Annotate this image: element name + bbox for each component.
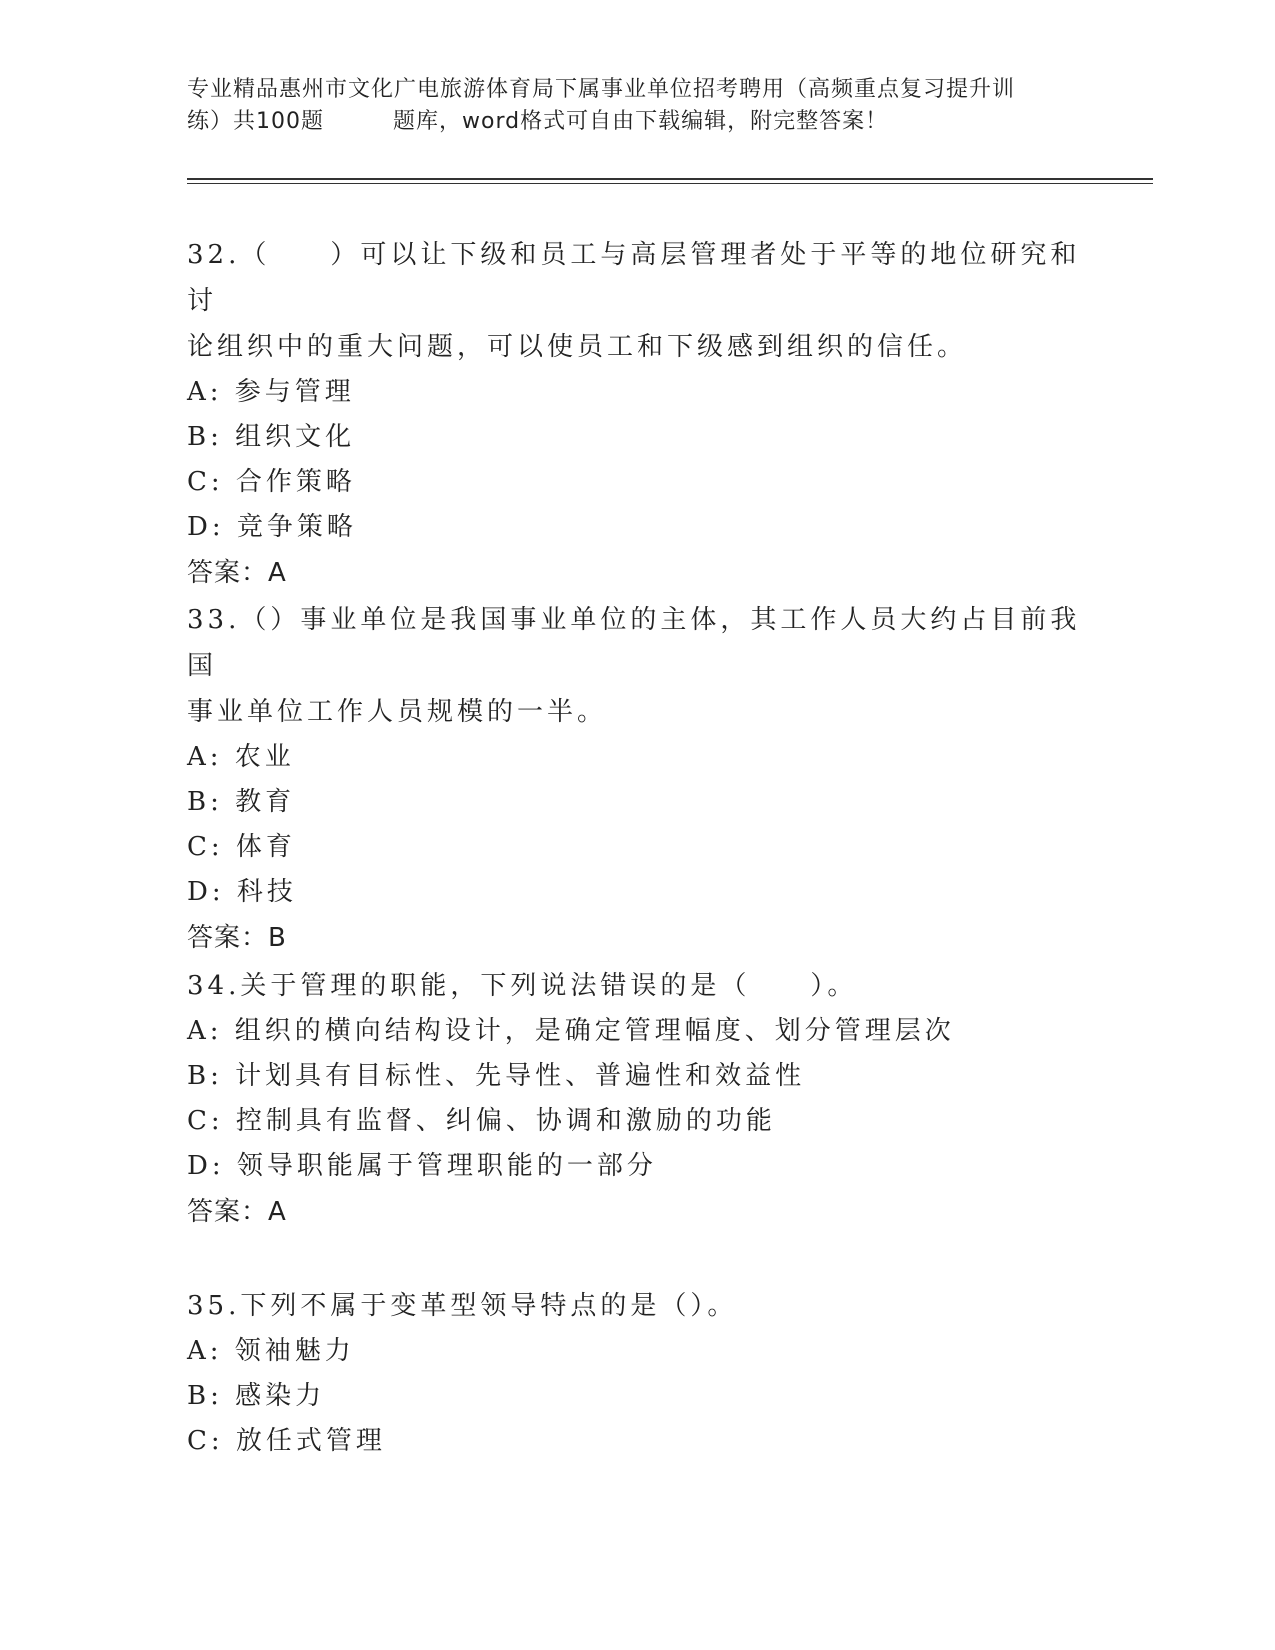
option-c: C: 控制具有监督、纠偏、协调和激励的功能 xyxy=(187,1106,776,1136)
option-a: A: 参与管理 xyxy=(187,377,355,407)
option-d: D: 科技 xyxy=(187,877,297,907)
option-d: D: 竞争策略 xyxy=(187,512,357,542)
question-stem-line: 33.（）事业单位是我国事业单位的主体，其工作人员大约占目前我国 xyxy=(187,605,1081,681)
option-b: B: 计划具有目标性、先导性、普遍性和效益性 xyxy=(187,1061,806,1091)
option-a: A: 农业 xyxy=(187,742,295,772)
header-line-1: 专业精品惠州市文化广电旅游体育局下属事业单位招考聘用（高频重点复习提升训 xyxy=(187,77,1016,102)
question-35 xyxy=(187,1283,1087,1464)
question-stem-line: 事业单位工作人员规模的一半。 xyxy=(187,697,608,727)
answer-line: 答案：A xyxy=(187,558,287,588)
header-divider-thin xyxy=(187,183,1153,184)
option-c: C: 放任式管理 xyxy=(187,1426,386,1456)
header-line-2: 练）共100题 题库，word格式可自由下载编辑，附完整答案！ xyxy=(187,109,889,134)
header-divider-thick xyxy=(187,178,1153,180)
option-c: C: 体育 xyxy=(187,832,296,862)
question-stem-line: 32.（ ）可以让下级和员工与高层管理者处于平等的地位研究和讨 xyxy=(187,240,1081,316)
question-32 xyxy=(187,232,1087,596)
question-stem-line: 论组织中的重大问题，可以使员工和下级感到组织的信任。 xyxy=(187,332,968,362)
option-a: A: 组织的横向结构设计，是确定管理幅度、划分管理层次 xyxy=(187,1016,955,1046)
answer-line: 答案：A xyxy=(187,1197,287,1227)
option-b: B: 教育 xyxy=(187,787,296,817)
option-b: B: 组织文化 xyxy=(187,422,356,452)
option-d: D: 领导职能属于管理职能的一部分 xyxy=(187,1151,657,1181)
option-b: B: 感染力 xyxy=(187,1381,326,1411)
answer-line: 答案：B xyxy=(187,923,287,953)
document-header xyxy=(187,74,1087,138)
question-34 xyxy=(187,963,1087,1235)
question-stem-line: 34.关于管理的职能，下列说法错误的是（ ）。 xyxy=(187,971,858,1001)
question-33 xyxy=(187,597,1087,961)
option-c: C: 合作策略 xyxy=(187,467,356,497)
question-stem-line: 35.下列不属于变革型领导特点的是（）。 xyxy=(187,1291,738,1321)
option-a: A: 领袖魅力 xyxy=(187,1336,355,1366)
